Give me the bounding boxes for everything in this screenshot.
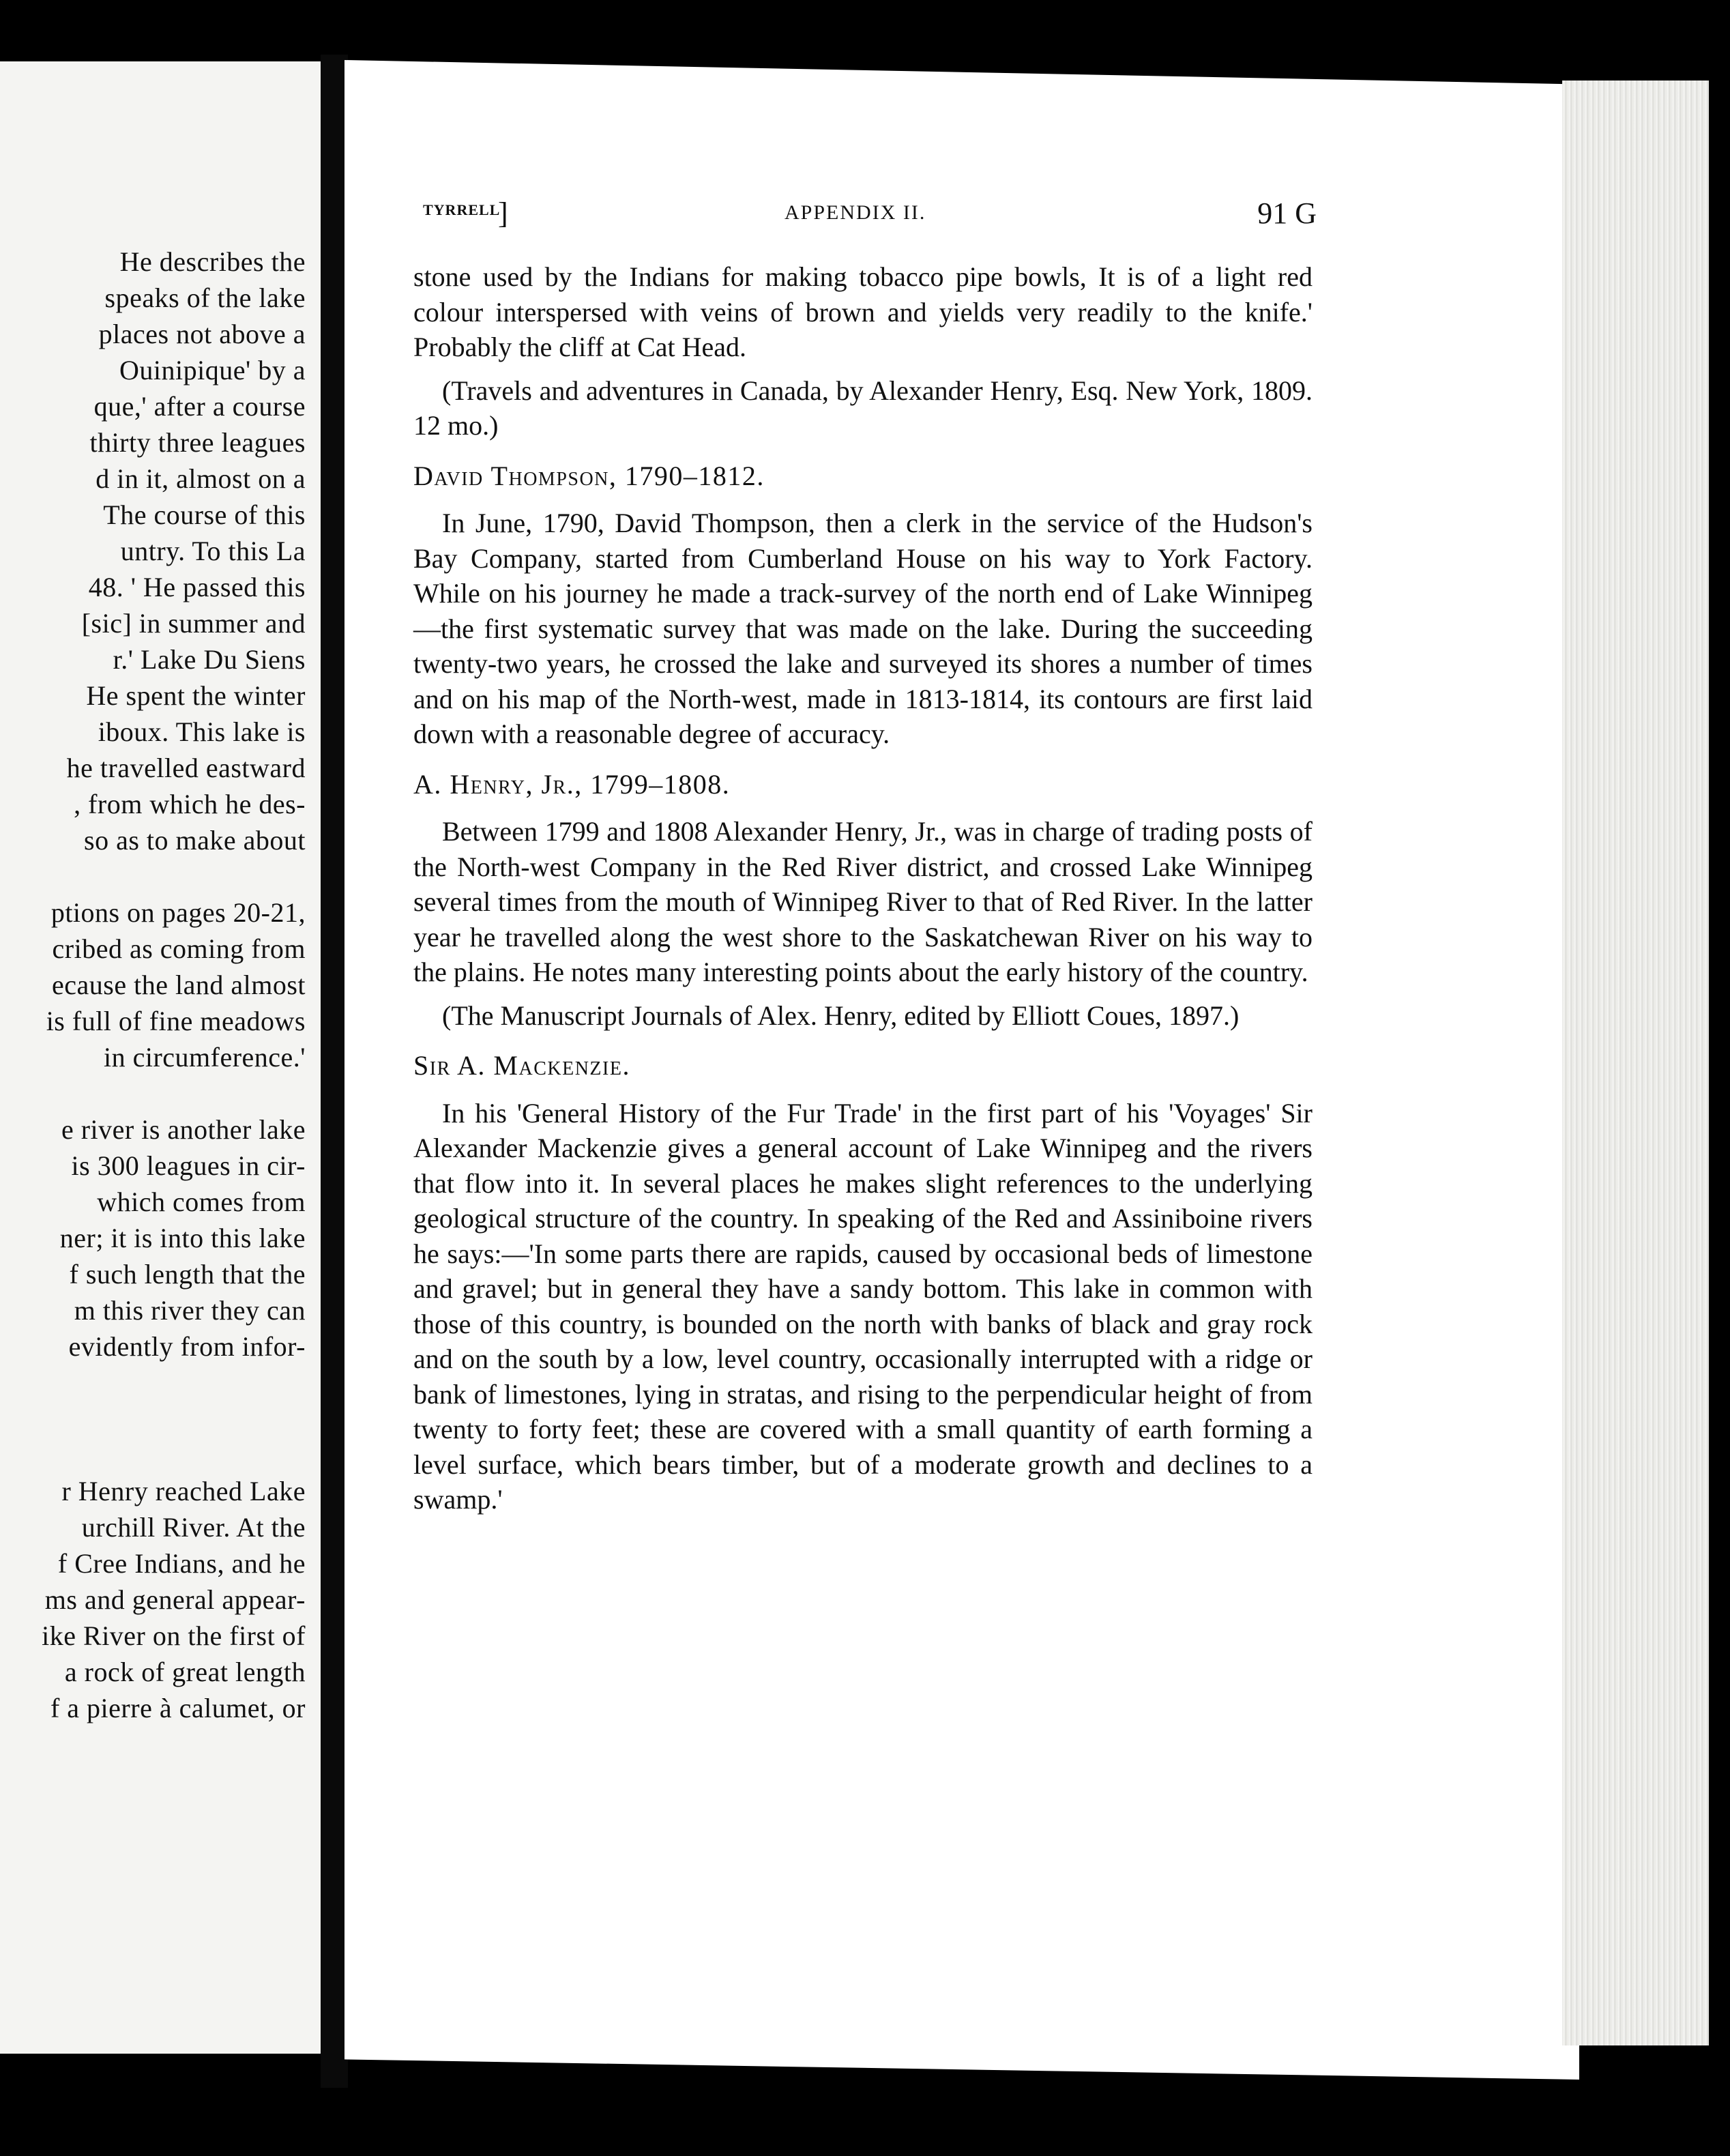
left-page-line: so as to make about — [84, 825, 306, 856]
left-page-line: ike River on the first of — [42, 1620, 306, 1651]
paragraph-continuation: stone used by the Indians for making tobacco pipe bowls, It is of a light red colour interspersed with veins of brown and yields very readily to the knife.' Probably the cliff at Cat Head. — [413, 261, 1313, 362]
left-page-line: thirty three leagues — [89, 427, 306, 458]
left-page-line: He spent the winter — [86, 680, 306, 711]
left-page-line: [sic] in summer and — [81, 608, 306, 639]
left-page-line: Ouinipique' by a — [119, 355, 306, 385]
left-page-line: He describes the — [119, 246, 306, 277]
page-header — [423, 196, 1317, 242]
running-head: TYRRELL — [423, 201, 501, 218]
left-page-line: r.' Lake Du Siens — [113, 644, 306, 675]
left-page-line: , from which he des- — [74, 789, 306, 819]
left-page-line: The course of this — [103, 499, 306, 530]
book-spine — [321, 55, 348, 2088]
left-page-line: f a pierre à calumet, or — [50, 1693, 306, 1723]
left-page-line: r Henry reached Lake — [61, 1476, 306, 1506]
left-page-line: m this river they can — [74, 1295, 306, 1326]
heading-david-thompson: David Thompson, 1790–1812. — [413, 460, 765, 491]
page-body — [413, 259, 1313, 1526]
page-number: 91 G — [1257, 196, 1317, 230]
left-page-line: places not above a — [98, 319, 306, 349]
left-page-line: d in it, almost on a — [96, 463, 306, 494]
left-page-line: f Cree Indians, and he — [57, 1548, 306, 1579]
heading-mackenzie: Sir A. Mackenzie. — [413, 1050, 630, 1081]
left-page-line: iboux. This lake is — [98, 716, 306, 747]
left-page-line: e river is another lake — [61, 1114, 306, 1145]
running-head-bracket: ] — [498, 196, 508, 230]
left-page-line: untry. To this La — [120, 536, 306, 566]
page-edge-stack — [1562, 81, 1709, 2045]
left-page-line: cribed as coming from — [52, 933, 306, 964]
left-page — [0, 61, 326, 2054]
left-page-line: which comes from — [97, 1186, 306, 1217]
left-page-line: is full of fine meadows — [46, 1006, 306, 1036]
left-page-line: ms and general appear- — [44, 1584, 306, 1615]
left-page-line: ecause the land almost — [52, 970, 306, 1000]
citation-henry-journals: (The Manuscript Journals of Alex. Henry, edited by Elliott Coues, 1897.) — [442, 1000, 1240, 1031]
left-page-line: is 300 leagues in cir- — [71, 1150, 306, 1181]
left-page-line: evidently from infor- — [68, 1331, 306, 1362]
left-page-line: ptions on pages 20-21, — [50, 897, 306, 928]
left-page-line: 48. ' He passed this — [88, 572, 306, 602]
citation-henry-travels: (Travels and adventures in Canada, by Alexander Henry, Esq. New York, 1809. 12 mo.) — [413, 375, 1313, 441]
paragraph-thompson: In June, 1790, David Thompson, then a clerk in the service of the Hudson's Bay Company, started from Cumberland House on his way to York Factory. While on his journey he made a track-survey of the north end of Lake Winnipeg—the first systematic survey that was made on the lake. During the succeeding twenty-two years, he crossed the lake and surveyed its shores a number of times and on his map of the North-west, made in 1813-1814, its contours are first laid down with a reasonable degree of accuracy. — [413, 508, 1313, 749]
heading-henry-jr: A. Henry, Jr., 1799–1808. — [413, 768, 731, 800]
left-page-line: he travelled eastward — [66, 753, 306, 783]
section-title: APPENDIX II. — [785, 201, 926, 224]
left-page-line: in circumference.' — [103, 1042, 306, 1073]
left-page-line: ner; it is into this lake — [59, 1223, 306, 1253]
left-page-line: a rock of great length — [64, 1657, 306, 1687]
paragraph-mackenzie: In his 'General History of the Fur Trade' in the first part of his 'Voyages' Sir Alexander Mackenzie gives a general account of Lake Winnipeg and the rivers that flow into it. In several places he makes slight references to the underlying geological structure of the country. In speaking of the Red and Assiniboine rivers he says:—'In some parts there are rapids, caused by occasional beds of limestone and gravel; but in general they have a sandy bottom. This lake in common with those of this country, is bounded on the north with banks of black and gray rock and on the south by a low, level country, occasionally interrupted with a ridge or bank of limestones, lying in stratas, and rising to the perpendicular height of from twenty to forty feet; these are covered with a small quantity of earth forming a level surface, which bears timber, but of a moderate growth and declines to a swamp.' — [413, 1097, 1313, 1515]
left-page-line: speaks of the lake — [104, 282, 306, 313]
paragraph-henry-jr: Between 1799 and 1808 Alexander Henry, Jr., was in charge of trading posts of the North-west Company in the Red River district, and crossed Lake Winnipeg several times from the mouth of Winnipeg River to that of Red River. In the latter year he travelled along the west shore to the Saskatchewan River on his way to the plains. He notes many interesting points about the early history of the country. — [413, 816, 1313, 987]
left-page-line: f such length that the — [69, 1259, 306, 1290]
left-page-line: urchill River. At the — [81, 1512, 306, 1543]
left-page-line: que,' after a course — [93, 391, 306, 422]
